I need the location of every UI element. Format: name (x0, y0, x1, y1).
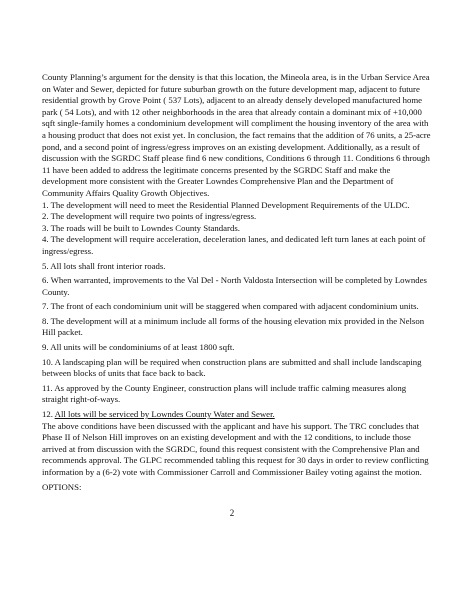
condition-12-number: 12. (42, 409, 53, 420)
closing-paragraph: The above conditions have been discussed with the applicant and have his support. The TRC concludes that Phase II of Nelson Hill improves on an existing development and with the 12 conditions, to include those arrived at from discussion with the SGRDC, found this request consistent with the Comprehensive Plan and recommends approval. The GLPC recommended tabling this request for 30 days in order to review conflicting information by a (6-2) vote with Commissioner Carroll and Commissioner Bailey voting against the motion. (42, 420, 429, 477)
intro-paragraph: County Planning’s argument for the density is that this location, the Mineola area, is in the Urban Service Area on Water and Sewer, depicted for future suburban growth on the future development map, adjacent to future residential growth by Grove Point ( 537 Lots), adjacent to an already densely developed manufactured home park ( 54 Lots), and with 12 other neighborhoods in the area that already contain a dominant mix of +10,000 sqft single-family homes a condominium development will compliment the housing inventory of the area with a housing product that does not exist yet. In conclusion, the fact remains that the addition of 76 units, a 25-acre pond, and a second point of ingress/egress improves on an existing development. Additionally, as a result of discussion with the SGRDC Staff please find 6 new conditions, Conditions 6 through 11. Conditions 6 through 11 have been added to address the legitimate concerns presented by the SGRDC Staff and make the development more consistent with the Greater Lowndes Comprehensive Plan and the Department of Community Affairs Quality Growth Objectives. (42, 72, 431, 198)
condition-4: 4. The development will require acceleration, deceleration lanes, and dedicated left turn lanes at each point of ingress/egress. (42, 234, 426, 256)
condition-3: 3. The roads will be built to Lowndes County Standards. (42, 222, 240, 233)
condition-7: 7. The front of each condominium unit will be staggered when compared with adjacent condominium units. (42, 301, 419, 312)
condition-2: 2. The development will require two points of ingress/egress. (42, 211, 257, 222)
condition-6: 6. When warranted, improvements to the Val Del - North Valdosta Intersection will be completed by Lowndes County. (42, 275, 427, 297)
options-label: OPTIONS: (42, 481, 82, 492)
document-body (42, 72, 432, 493)
condition-8: 8. The development will at a minimum include all forms of the housing elevation mix provided in the Nelson Hill packet. (42, 315, 425, 338)
condition-11: 11. As approved by the County Engineer, construction plans will include traffic calming measures along straight right-of-ways. (42, 382, 407, 405)
condition-10: 10. A landscaping plan will be required when construction plans are submitted and shall include landscaping between blocks of units that face back to back. (42, 356, 422, 379)
page-number: 2 (229, 508, 235, 518)
condition-1: 1. The development will need to meet the Residential Planned Development Requirements of the ULDC. (42, 199, 410, 210)
condition-12-text: All lots will be serviced by Lowndes County Water and Sewer. (54, 409, 275, 420)
condition-12 (42, 409, 432, 421)
condition-9: 9. All units will be condominiums of at least 1800 sqft. (42, 342, 235, 353)
condition-5: 5. All lots shall front interior roads. (42, 260, 166, 271)
